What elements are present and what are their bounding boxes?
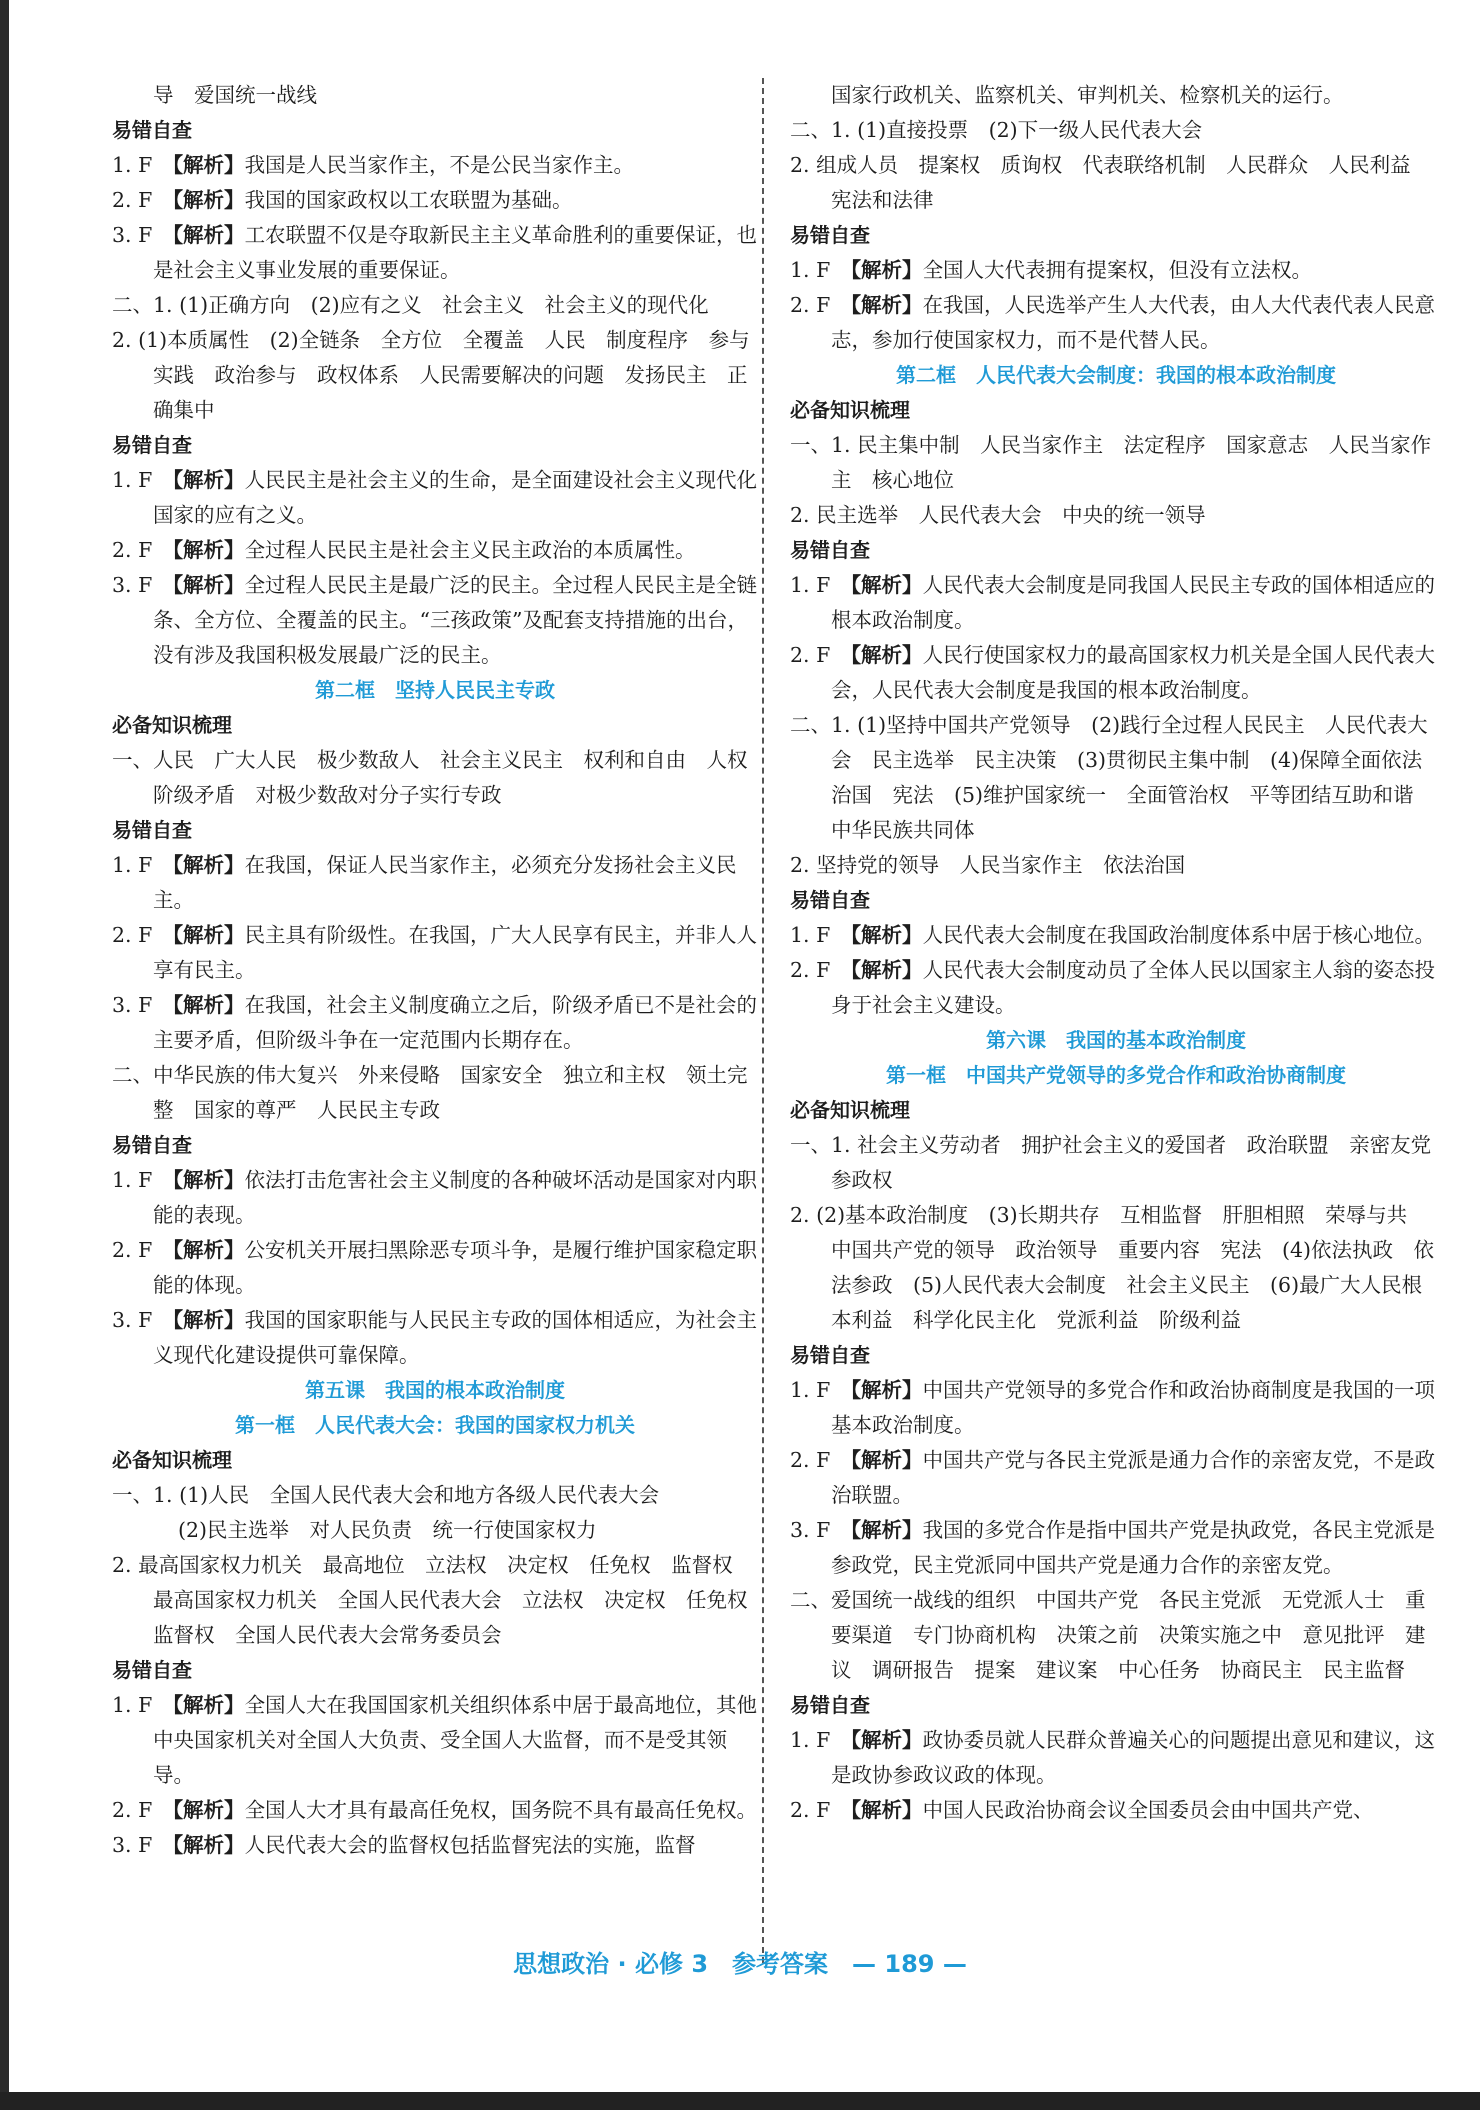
item-number: 1. F <box>112 1168 153 1192</box>
analysis-tag: 【解析】 <box>850 1798 923 1822</box>
answer-line: 2. 最高国家权力机关 最高地位 立法权 决定权 任免权 监督权 最高国家权力机关 全国人民代表大会 立法权 决定权 任免权 监督权 全国人民代表大会常务委员会 <box>112 1553 768 1647</box>
answer-item <box>790 953 1442 1023</box>
analysis-tag: 【解析】 <box>850 258 923 282</box>
subsection-heading: 必备知识梳理 <box>790 1098 910 1122</box>
analysis-tag: 【解析】 <box>850 958 923 982</box>
item-number: 2. F <box>112 923 153 947</box>
answer-item <box>790 638 1442 708</box>
answer-item <box>112 568 758 673</box>
item-number: 2. F <box>112 188 153 212</box>
answer-line: 二、1. (1)直接投票 (2)下一级人民代表大会 <box>790 118 1203 142</box>
item-number: 2. F <box>790 293 831 317</box>
analysis-text: 我国的国家政权以工农联盟为基础。 <box>244 188 573 212</box>
analysis-text: 在我国，保证人民当家作主，必须充分发扬社会主义民主。 <box>153 853 737 912</box>
analysis-tag: 【解析】 <box>172 153 245 177</box>
analysis-tag: 【解析】 <box>172 1798 245 1822</box>
answer-item <box>112 1163 758 1233</box>
analysis-text: 全过程人民民主是社会主义民主政治的本质属性。 <box>244 538 696 562</box>
subsection-heading: 必备知识梳理 <box>112 713 232 737</box>
answer-item <box>790 1373 1442 1443</box>
right-column <box>790 78 1452 1828</box>
item-number: 3. F <box>112 573 153 597</box>
answer-line: 一、1. (1)人民 全国人民代表大会和地方各级人民代表大会 <box>112 1483 660 1507</box>
subsection-heading: 必备知识梳理 <box>790 398 910 422</box>
book-spine-edge <box>0 0 9 2110</box>
analysis-tag: 【解析】 <box>172 573 245 597</box>
answer-item <box>112 1828 758 1863</box>
analysis-text: 人民代表大会制度是同我国人民民主专政的国体相适应的根本政治制度。 <box>831 573 1436 632</box>
answer-item <box>112 1793 758 1828</box>
answer-item <box>112 1233 758 1303</box>
subsection-heading: 易错自查 <box>112 118 192 142</box>
analysis-text: 在我国，社会主义制度确立之后，阶级矛盾已不是社会的主要矛盾，但阶级斗争在一定范围内长期存在。 <box>153 993 758 1052</box>
analysis-tag: 【解析】 <box>172 1238 245 1262</box>
analysis-text: 中国共产党与各民主党派是通力合作的亲密友党，不是政治联盟。 <box>831 1448 1436 1507</box>
analysis-text: 中国共产党领导的多党合作和政治协商制度是我国的一项基本政治制度。 <box>831 1378 1436 1437</box>
analysis-text: 全国人大代表拥有提案权，但没有立法权。 <box>922 258 1313 282</box>
section-title: 第一框 人民代表大会：我国的国家权力机关 <box>235 1413 635 1437</box>
section-title: 第六课 我国的基本政治制度 <box>986 1028 1246 1052</box>
analysis-tag: 【解析】 <box>850 1518 923 1542</box>
answer-item <box>112 183 758 218</box>
analysis-text: 我国的多党合作是指中国共产党是执政党，各民主党派是参政党，民主党派同中国共产党是通力合作的亲密友党。 <box>831 1518 1436 1577</box>
answer-line: 二、1. (1)坚持中国共产党领导 (2)践行全过程人民民主 人民代表大会 民主选举 民主决策 (3)贯彻民主集中制 (4)保障全面依法治国 宪法 (5)维护国家统一 全面管治权 平等团结互助和谐 中华民族共同体 <box>790 713 1435 842</box>
answer-line: 2. (1)本质属性 (2)全链条 全方位 全覆盖 人民 制度程序 参与实践 政治参与 政权体系 人民需要解决的问题 发扬民主 正确集中 <box>112 328 750 422</box>
answer-item <box>790 1793 1442 1828</box>
analysis-text: 政协委员就人民群众普遍关心的问题提出意见和建议，这是政协参政议政的体现。 <box>831 1728 1436 1787</box>
analysis-text: 人民代表大会制度动员了全体人民以国家主人翁的姿态投身于社会主义建设。 <box>831 958 1436 1017</box>
analysis-text: 我国是人民当家作主，不是公民当家作主。 <box>244 153 635 177</box>
analysis-tag: 【解析】 <box>172 1693 245 1717</box>
analysis-tag: 【解析】 <box>850 1728 923 1752</box>
left-column <box>112 78 768 1863</box>
item-number: 1. F <box>790 923 831 947</box>
subsection-heading: 易错自查 <box>790 538 870 562</box>
analysis-text: 中国人民政治协商会议全国委员会由中国共产党、 <box>922 1798 1374 1822</box>
answer-line: 二、中华民族的伟大复兴 外来侵略 国家安全 独立和主权 领土完整 国家的尊严 人民民主专政 <box>112 1063 748 1122</box>
answer-item <box>790 1513 1442 1583</box>
analysis-text: 全国人大才具有最高任免权，国务院不具有最高任免权。 <box>244 1798 758 1822</box>
item-number: 3. F <box>112 223 153 247</box>
analysis-text: 全国人大在我国国家机关组织体系中居于最高地位，其他中央国家机关对全国人大负责、受全国人大监督，而不是受其领导。 <box>153 1693 758 1787</box>
analysis-text: 工农联盟不仅是夺取新民主主义革命胜利的重要保证，也是社会主义事业发展的重要保证。 <box>153 223 758 282</box>
answer-item <box>112 148 758 183</box>
answer-line: 导 爱国统一战线 <box>153 83 317 107</box>
item-number: 1. F <box>790 258 831 282</box>
item-number: 1. F <box>790 573 831 597</box>
analysis-text: 在我国，人民选举产生人大代表，由人大代表代表人民意志，参加行使国家权力，而不是代替人民。 <box>831 293 1436 352</box>
answer-item <box>790 253 1442 288</box>
analysis-tag: 【解析】 <box>172 1168 245 1192</box>
answer-line: 2. 坚持党的领导 人民当家作主 依法治国 <box>790 853 1186 877</box>
analysis-text: 人民民主是社会主义的生命，是全面建设社会主义现代化国家的应有之义。 <box>153 468 758 527</box>
item-number: 2. F <box>112 538 153 562</box>
answer-item <box>112 1303 758 1373</box>
item-number: 1. F <box>112 1693 153 1717</box>
analysis-tag: 【解析】 <box>850 643 923 667</box>
column-divider <box>762 78 764 1963</box>
item-number: 1. F <box>790 1728 831 1752</box>
item-number: 3. F <box>112 1833 153 1857</box>
item-number: 2. F <box>112 1238 153 1262</box>
analysis-tag: 【解析】 <box>850 923 923 947</box>
section-title: 第二框 坚持人民民主专政 <box>315 678 555 702</box>
item-number: 3. F <box>112 1308 153 1332</box>
analysis-tag: 【解析】 <box>172 468 245 492</box>
item-number: 1. F <box>112 853 153 877</box>
answer-line: 二、爱国统一战线的组织 中国共产党 各民主党派 无党派人士 重要渠道 专门协商机构 决策之前 决策实施之中 意见批评 建议 调研报告 提案 建议案 中心任务 协商民主 民主监督 <box>790 1588 1426 1682</box>
analysis-tag: 【解析】 <box>850 1448 923 1472</box>
analysis-text: 公安机关开展扫黑除恶专项斗争，是履行维护国家稳定职能的体现。 <box>153 1238 758 1297</box>
answer-item <box>790 918 1442 953</box>
analysis-text: 我国的国家职能与人民民主专政的国体相适应，为社会主义现代化建设提供可靠保障。 <box>153 1308 758 1367</box>
subsection-heading: 易错自查 <box>790 1693 870 1717</box>
analysis-text: 全过程人民民主是最广泛的民主。全过程人民民主是全链条、全方位、全覆盖的民主。“三孩政策”及配套支持措施的出台，没有涉及我国积极发展最广泛的民主。 <box>153 573 758 667</box>
item-number: 2. F <box>112 1798 153 1822</box>
analysis-tag: 【解析】 <box>850 1378 923 1402</box>
answer-item <box>112 463 758 533</box>
answer-line: 一、人民 广大人民 极少数敌人 社会主义民主 权利和自由 人权 阶级矛盾 对极少数敌对分子实行专政 <box>112 748 768 807</box>
subsection-heading: 易错自查 <box>112 818 192 842</box>
answer-item <box>112 218 758 288</box>
answer-line: (2)民主选举 对人民负责 统一行使国家权力 <box>178 1518 597 1542</box>
subsection-heading: 易错自查 <box>112 433 192 457</box>
analysis-text: 依法打击危害社会主义制度的各种破坏活动是国家对内职能的表现。 <box>153 1168 758 1227</box>
analysis-tag: 【解析】 <box>172 853 245 877</box>
analysis-tag: 【解析】 <box>172 993 245 1017</box>
analysis-tag: 【解析】 <box>172 923 245 947</box>
section-title: 第五课 我国的根本政治制度 <box>305 1378 565 1402</box>
answer-item <box>112 1688 758 1793</box>
analysis-text: 民主具有阶级性。在我国，广大人民享有民主，并非人人享有民主。 <box>153 923 758 982</box>
analysis-text: 人民行使国家权力的最高国家权力机关是全国人民代表大会，人民代表大会制度是我国的根本政治制度。 <box>831 643 1436 702</box>
item-number: 3. F <box>112 993 153 1017</box>
answer-item <box>790 568 1442 638</box>
item-number: 3. F <box>790 1518 831 1542</box>
answer-item <box>790 1723 1442 1793</box>
answer-line: 国家行政机关、监察机关、审判机关、检察机关的运行。 <box>831 83 1344 107</box>
answer-item <box>112 533 758 568</box>
analysis-tag: 【解析】 <box>172 188 245 212</box>
subsection-heading: 易错自查 <box>112 1133 192 1157</box>
subsection-heading: 易错自查 <box>790 888 870 912</box>
item-number: 1. F <box>112 468 153 492</box>
answer-line: 2. (2)基本政治制度 (3)长期共存 互相监督 肝胆相照 荣辱与共 中国共产党的领导 政治领导 重要内容 宪法 (4)依法执政 依法参政 (5)人民代表大会制度 社会主义民主 (6)最广大人民根本利益 科学化民主化 党派利益 阶级利益 <box>790 1203 1435 1332</box>
answer-item <box>112 988 758 1058</box>
analysis-tag: 【解析】 <box>172 538 245 562</box>
answer-item <box>112 848 758 918</box>
item-number: 1. F <box>790 1378 831 1402</box>
answer-line: 二、1. (1)正确方向 (2)应有之义 社会主义 社会主义的现代化 <box>112 293 709 317</box>
analysis-tag: 【解析】 <box>172 1308 245 1332</box>
subsection-heading: 易错自查 <box>790 1343 870 1367</box>
answer-line: 2. 民主选举 人民代表大会 中央的统一领导 <box>790 503 1206 527</box>
item-number: 2. F <box>790 643 831 667</box>
item-number: 1. F <box>112 153 153 177</box>
answer-item <box>790 288 1442 358</box>
answer-item <box>790 1443 1442 1513</box>
scan-bottom-edge <box>0 2092 1480 2110</box>
section-title: 第一框 中国共产党领导的多党合作和政治协商制度 <box>886 1063 1346 1087</box>
analysis-tag: 【解析】 <box>850 293 923 317</box>
subsection-heading: 易错自查 <box>112 1658 192 1682</box>
analysis-tag: 【解析】 <box>172 1833 245 1857</box>
subsection-heading: 必备知识梳理 <box>112 1448 232 1472</box>
answer-line: 2. 组成人员 提案权 质询权 代表联络机制 人民群众 人民利益 宪法和法律 <box>790 153 1432 212</box>
item-number: 2. F <box>790 1448 831 1472</box>
answer-line: 一、1. 民主集中制 人民当家作主 法定程序 国家意志 人民当家作主 核心地位 <box>790 433 1432 492</box>
item-number: 2. F <box>790 958 831 982</box>
analysis-text: 人民代表大会的监督权包括监督宪法的实施，监督 <box>244 1833 696 1857</box>
answer-item <box>112 918 758 988</box>
subsection-heading: 易错自查 <box>790 223 870 247</box>
analysis-text: 人民代表大会制度在我国政治制度体系中居于核心地位。 <box>922 923 1436 947</box>
analysis-tag: 【解析】 <box>172 223 245 247</box>
item-number: 2. F <box>790 1798 831 1822</box>
page-footer: 思想政治 · 必修 3 参考答案 — 189 — <box>513 1950 967 1978</box>
analysis-tag: 【解析】 <box>850 573 923 597</box>
answer-line: 一、1. 社会主义劳动者 拥护社会主义的爱国者 政治联盟 亲密友党 参政权 <box>790 1133 1452 1192</box>
section-title: 第二框 人民代表大会制度：我国的根本政治制度 <box>896 363 1336 387</box>
